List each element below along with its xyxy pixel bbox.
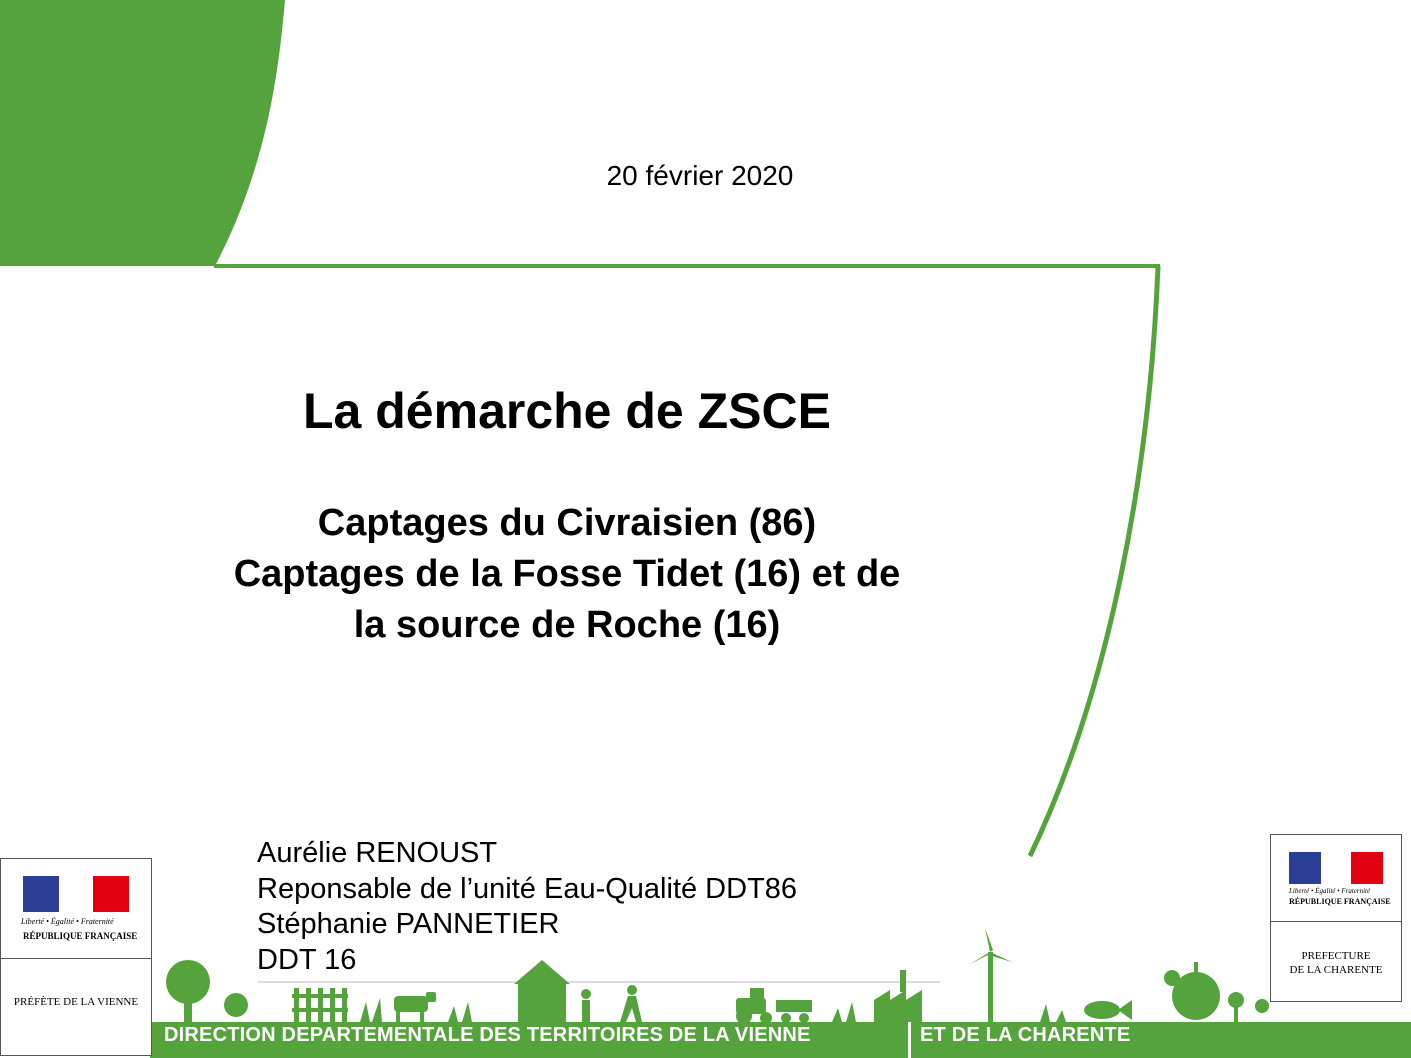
grass-icon [360, 998, 382, 1022]
slide-subtitle [140, 498, 994, 651]
french-flag-icon [1289, 852, 1383, 884]
french-flag-icon [23, 876, 129, 912]
logo-motto: Liberté • Égalité • Fraternité [1289, 887, 1371, 895]
footer-divider [908, 1022, 911, 1058]
grass-icon [1040, 1004, 1066, 1022]
subtitle-line: Captages de la Fosse Tidet (16) et de [233, 553, 901, 595]
tree-icon [166, 960, 248, 1023]
wind-turbine-icon [970, 928, 1012, 1022]
factory-icon [874, 970, 922, 1022]
grass-icon [832, 1002, 856, 1022]
slide-title: La démarche de ZSCE [303, 383, 831, 439]
presentation-date: 20 février 2020 [606, 160, 794, 191]
subtitle-line: Captages du Civraisien (86) [317, 502, 817, 544]
fence-icon [292, 988, 348, 1022]
subtitle-line: la source de Roche (16) [353, 604, 781, 646]
logo-prefecture-line: DE LA CHARENTE [1289, 964, 1383, 976]
top-left-green-shape [0, 0, 285, 266]
author-line: Reponsable de l’unité Eau-Qualité DDT86 [257, 872, 798, 905]
author-line: DDT 16 [257, 943, 357, 976]
footer-right-text: ET DE LA CHARENTE [920, 1024, 1131, 1046]
footer-left-text: DIRECTION DEPARTEMENTALE DES TERRITOIRES DE LA VIENNE [164, 1024, 811, 1046]
author-line: Aurélie RENOUST [257, 837, 498, 869]
logo-motto: Liberté • Égalité • Fraternité [21, 917, 114, 926]
logo-prefecture: PRÉFÈTE DE LA VIENNE [13, 996, 139, 1008]
apple-icon [1164, 962, 1220, 1020]
prefecture-vienne-logo [0, 858, 152, 1056]
prefecture-charente-logo [1270, 834, 1402, 1002]
fish-icon [1084, 1000, 1132, 1020]
logo-republic: RÉPUBLIQUE FRANÇAISE [23, 931, 138, 941]
logo-prefecture-line: PREFECTURE [1301, 950, 1371, 962]
tractor-icon [736, 988, 812, 1024]
cow-icon [394, 992, 436, 1022]
logo-prefecture [1271, 949, 1401, 977]
logo-republic: RÉPUBLIQUE FRANÇAISE [1289, 897, 1391, 906]
logo-divider [1271, 921, 1401, 922]
flower-icon [1228, 992, 1269, 1022]
walker-icon [581, 985, 642, 1022]
frame-curve-line [1030, 266, 1158, 856]
authors-block [257, 836, 797, 978]
logo-divider [1, 958, 151, 959]
grass-icon [448, 1002, 472, 1022]
author-line: Stéphanie PANNETIER [257, 908, 560, 940]
